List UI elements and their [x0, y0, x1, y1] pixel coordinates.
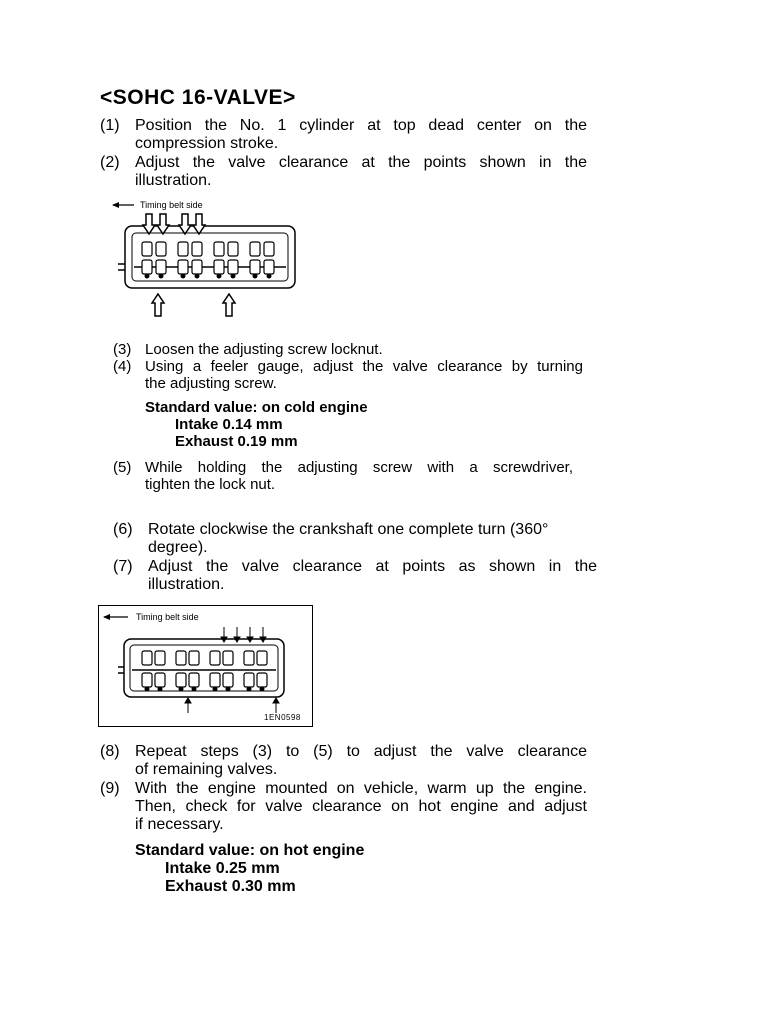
step-text-line: Repeat steps (3) to (5) to adjust the valve clearance [135, 743, 587, 760]
step-9 [100, 780, 587, 834]
rocker-arm-group [142, 651, 267, 687]
step-8 [100, 743, 587, 779]
step-number: (7) [113, 558, 133, 575]
down-arrow-icon [143, 214, 205, 234]
step-text-line: With the engine mounted on vehicle, warm up the engine. [135, 780, 587, 797]
step-text-line: illustration. [135, 172, 212, 189]
step-3 [113, 341, 583, 358]
spec-intake: Intake 0.25 mm [165, 860, 280, 877]
step-text-line: Adjust the valve clearance at points as shown in the [148, 558, 597, 575]
valve-clearance-illustration-1 [108, 196, 304, 320]
step-text-line: of remaining valves. [135, 761, 278, 778]
standard-value-cold [145, 399, 368, 450]
step-text-line: compression stroke. [135, 135, 279, 152]
step-number: (8) [100, 743, 120, 760]
step-text-line: the adjusting screw. [145, 375, 277, 392]
up-arrow-icon [152, 294, 235, 316]
step-text-line: tighten the lock nut. [145, 476, 276, 493]
step-1 [100, 117, 587, 153]
step-2 [100, 154, 587, 190]
step-7 [113, 558, 597, 594]
step-6 [113, 521, 603, 557]
step-number: (4) [113, 358, 132, 375]
step-text-line: Position the No. 1 cylinder at top dead center on the [135, 117, 587, 134]
step-text-line: if necessary. [135, 816, 224, 833]
up-arrow-icon [185, 698, 279, 713]
step-number: (5) [113, 459, 132, 476]
step-text-line: illustration. [148, 576, 225, 593]
step-text-line: Adjust the valve clearance at the points shown in the [135, 154, 587, 171]
timing-belt-side-caption: Timing belt side [136, 612, 199, 622]
step-number: (9) [100, 780, 120, 797]
step-number: (6) [113, 521, 133, 538]
step-5 [113, 459, 573, 493]
step-number: (1) [100, 117, 120, 134]
rocker-arm-group [142, 242, 274, 274]
spec-exhaust: Exhaust 0.30 mm [165, 878, 296, 895]
step-text-line: Loosen the adjusting screw locknut. [145, 341, 383, 358]
spec-heading: Standard value: on hot engine [135, 842, 365, 859]
standard-value-hot [135, 842, 364, 896]
spec-heading: Standard value: on cold engine [145, 399, 368, 416]
page-title: <SOHC 16-VALVE> [100, 86, 296, 109]
figure-code: 1EN0598 [264, 713, 301, 722]
step-text-line: degree). [148, 539, 208, 556]
step-number: (3) [113, 341, 132, 358]
step-text-line: Using a feeler gauge, adjust the valve clearance by turning [145, 358, 583, 375]
step-number: (2) [100, 154, 120, 171]
spec-intake: Intake 0.14 mm [175, 416, 283, 433]
step-text-line: Then, check for valve clearance on hot engine and adjust [135, 798, 587, 815]
step-4 [113, 358, 583, 392]
spec-exhaust: Exhaust 0.19 mm [175, 433, 298, 450]
valve-clearance-illustration-2 [98, 605, 313, 727]
step-text-line: Rotate clockwise the crankshaft one complete turn (360° [148, 521, 549, 538]
timing-belt-side-caption: Timing belt side [140, 200, 203, 210]
step-text-line: While holding the adjusting screw with a screwdriver, [145, 459, 573, 476]
